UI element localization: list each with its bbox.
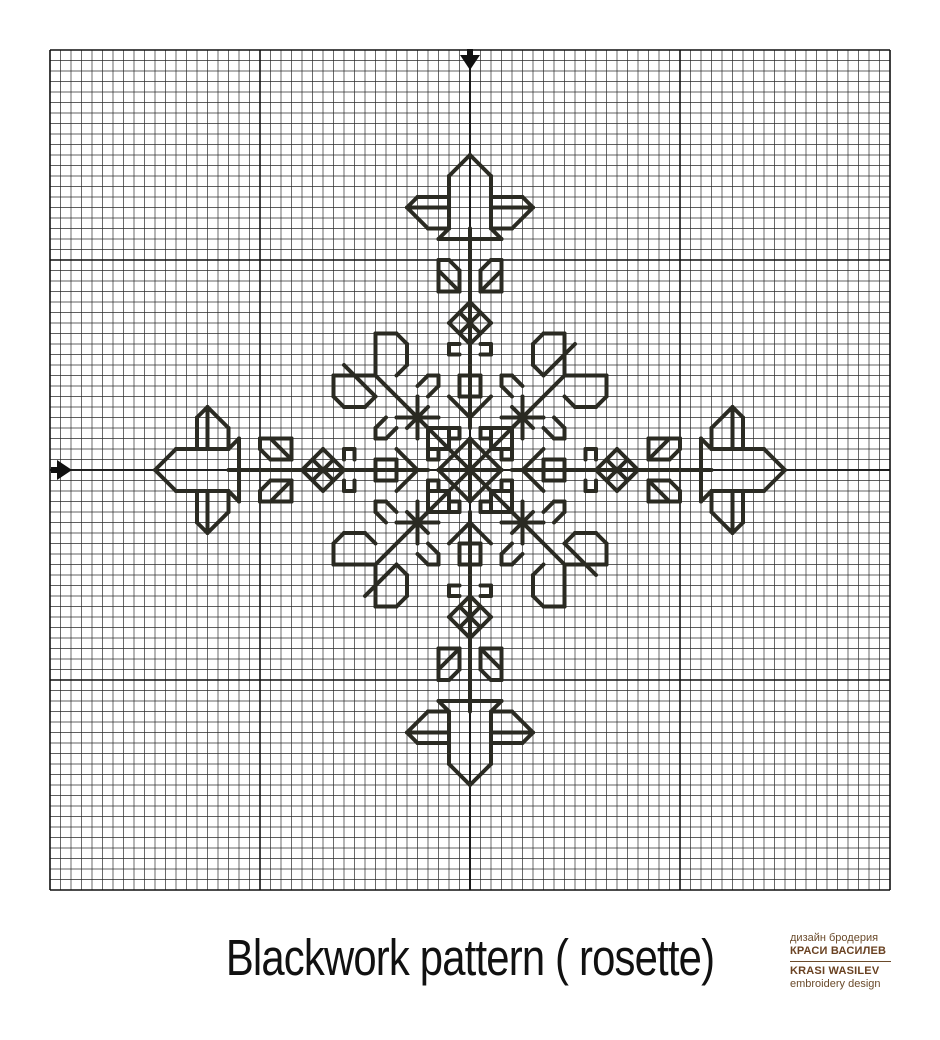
stitch-arm-2 xyxy=(481,670,492,681)
stitch-arm-3 xyxy=(260,449,271,460)
stitch-diagonal-1 xyxy=(512,554,523,565)
stitch-arm-1 xyxy=(670,481,681,492)
stitch-diagonal-1 xyxy=(565,533,576,544)
stitch-diagonal-0 xyxy=(502,386,513,397)
stitch-diagonal-0 xyxy=(533,365,544,376)
left-center-arrow-icon xyxy=(57,460,72,480)
stitch-diagonal-3 xyxy=(334,397,345,408)
pattern-title: Blackwork pattern ( rosette) xyxy=(225,929,715,986)
stitch-diagonal-2 xyxy=(365,565,397,597)
stitch-diagonal-0 xyxy=(544,428,555,439)
stitch-diagonal-0 xyxy=(596,397,607,408)
stitch-diagonal-2 xyxy=(418,554,429,565)
stitch-diagonal-2 xyxy=(334,533,345,544)
stitch-diagonal-3 xyxy=(397,334,408,345)
designer-logo xyxy=(790,932,894,991)
stitch-diagonal-2 xyxy=(386,502,397,513)
stitch-diagonal-3 xyxy=(344,365,376,397)
stitch-diagonal-2 xyxy=(365,533,376,544)
stitch-arm-3 xyxy=(260,481,271,492)
stitch-diagonal-0 xyxy=(565,397,576,408)
stitch-diagonal-1 xyxy=(533,565,544,576)
logo-line-1: дизайн бродерия xyxy=(790,932,879,944)
stitch-diagonal-1 xyxy=(544,502,555,513)
stitch-diagonal-1 xyxy=(554,512,565,523)
stitch-diagonal-2 xyxy=(376,512,387,523)
logo-line-2: КРАСИ ВАСИЛЕВ xyxy=(790,945,887,957)
stitch-diagonal-2 xyxy=(397,596,408,607)
top-center-arrow-icon xyxy=(460,55,480,70)
stitch-diagonal-3 xyxy=(428,386,439,397)
stitch-diagonal-2 xyxy=(428,544,439,555)
stitch-diagonal-3 xyxy=(386,428,397,439)
stitch-diagonal-1 xyxy=(596,533,607,544)
stitch-arm-2 xyxy=(449,670,460,681)
logo-line-3: KRASI WASILEV xyxy=(790,965,880,977)
stitch-diagonal-3 xyxy=(397,365,408,376)
stitch-diagonal-1 xyxy=(565,544,597,576)
stitch-diagonal-0 xyxy=(512,376,523,387)
stitch-arm-0 xyxy=(481,260,492,271)
stitch-diagonal-0 xyxy=(554,418,565,429)
stitch-arm-1 xyxy=(670,449,681,460)
stitch-diagonal-3 xyxy=(365,397,376,408)
stitch-diagonal-2 xyxy=(397,565,408,576)
stitch-diagonal-0 xyxy=(544,344,576,376)
logo-divider xyxy=(790,961,891,962)
stitch-diagonal-3 xyxy=(418,376,429,387)
left-center-arrow-stem xyxy=(51,467,59,473)
stitch-diagonal-1 xyxy=(533,596,544,607)
logo-line-4: embroidery design xyxy=(790,978,881,990)
stitch-arm-0 xyxy=(449,260,460,271)
stitch-diagonal-0 xyxy=(533,334,544,345)
top-center-arrow-stem xyxy=(467,49,473,57)
stitch-diagonal-1 xyxy=(502,544,513,555)
stitch-diagonal-3 xyxy=(376,418,387,429)
